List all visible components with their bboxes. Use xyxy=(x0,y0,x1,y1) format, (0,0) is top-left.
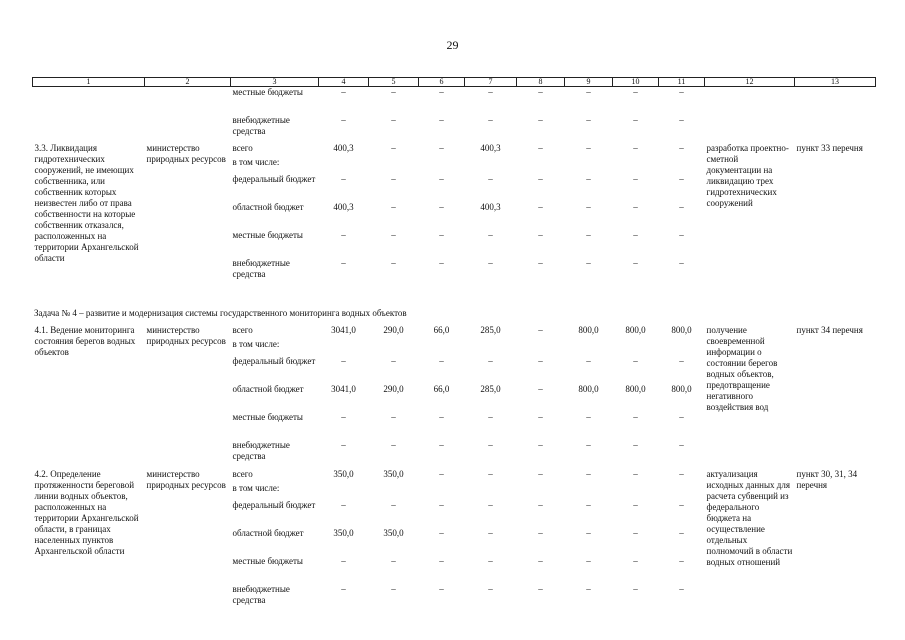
value-cell: – xyxy=(633,468,638,479)
header-cell: 7 xyxy=(465,78,517,87)
value-cell: – xyxy=(391,229,396,240)
value-cell: 290,0 xyxy=(383,324,404,335)
header-cell: 4 xyxy=(319,78,369,87)
value-cell: – xyxy=(679,114,684,125)
value-cell: – xyxy=(586,114,591,125)
value-cell: – xyxy=(633,411,638,422)
value-cell: – xyxy=(391,142,396,153)
value-cell: – xyxy=(439,411,444,422)
value-cell: – xyxy=(341,555,346,566)
row-label: местные бюджеты xyxy=(232,87,303,97)
value-cell: – xyxy=(341,87,346,97)
empty-cell xyxy=(705,115,795,143)
budget-table xyxy=(32,77,876,613)
value-cell: – xyxy=(679,173,684,184)
value-cell: 400,3 xyxy=(333,142,354,153)
value-cell: – xyxy=(538,257,543,268)
value-cell: – xyxy=(633,201,638,212)
row-label: федеральный бюджет xyxy=(232,173,316,184)
value-cell: – xyxy=(679,257,684,268)
value-cell: – xyxy=(341,439,346,450)
value-cell: – xyxy=(538,229,543,240)
value-cell: – xyxy=(439,257,444,268)
value-cell: – xyxy=(341,355,346,366)
value-cell: – xyxy=(341,499,346,510)
header-row xyxy=(33,78,876,87)
value-cell: – xyxy=(439,355,444,366)
header-cell: 8 xyxy=(517,78,565,87)
value-cell: – xyxy=(679,555,684,566)
value-cell: – xyxy=(633,229,638,240)
value-cell: – xyxy=(679,468,684,479)
value-cell: – xyxy=(391,499,396,510)
value-cell: 285,0 xyxy=(480,324,501,335)
value-cell: – xyxy=(538,411,543,422)
spacer-cell xyxy=(33,287,876,325)
value-cell xyxy=(319,339,369,356)
header-cell: 13 xyxy=(795,78,876,87)
value-cell: 800,0 xyxy=(578,383,599,394)
row-label: областной бюджет xyxy=(232,383,304,394)
value-cell: 290,0 xyxy=(383,383,404,394)
value-cell: – xyxy=(586,468,591,479)
reference: пункт 33 перечня xyxy=(796,142,863,153)
header-cell: 2 xyxy=(145,78,231,87)
value-cell: – xyxy=(633,257,638,268)
value-cell: 350,0 xyxy=(333,527,354,538)
value-cell: – xyxy=(538,142,543,153)
value-cell: – xyxy=(586,527,591,538)
expected-result: актуализация исходных данных для расчета субвенций из федерального бюджета на осуществление отдельных полномочий в области водных отношений xyxy=(706,468,793,567)
value-cell xyxy=(613,483,659,500)
value-cell xyxy=(465,157,517,174)
value-cell: 350,0 xyxy=(383,527,404,538)
row-label: областной бюджет xyxy=(232,527,304,538)
row-label: внебюджетные средства xyxy=(232,257,290,279)
value-cell: 350,0 xyxy=(333,468,354,479)
value-cell: – xyxy=(391,555,396,566)
value-cell: – xyxy=(488,411,493,422)
value-cell xyxy=(565,483,613,500)
value-cell: – xyxy=(679,229,684,240)
value-cell: – xyxy=(633,355,638,366)
value-cell xyxy=(659,483,705,500)
value-cell: – xyxy=(538,114,543,125)
value-cell: – xyxy=(679,527,684,538)
value-cell xyxy=(517,339,565,356)
value-cell: 285,0 xyxy=(480,383,501,394)
executor: министерство природных ресурсов xyxy=(146,324,226,346)
value-cell: – xyxy=(538,173,543,184)
value-cell xyxy=(319,157,369,174)
value-cell xyxy=(369,157,419,174)
value-cell xyxy=(465,339,517,356)
value-cell: – xyxy=(439,201,444,212)
value-cell: – xyxy=(538,468,543,479)
value-cell xyxy=(419,339,465,356)
table-row xyxy=(33,325,876,339)
value-cell: 350,0 xyxy=(383,468,404,479)
value-cell: – xyxy=(341,411,346,422)
value-cell: – xyxy=(633,142,638,153)
value-cell xyxy=(369,483,419,500)
value-cell: – xyxy=(488,229,493,240)
value-cell: – xyxy=(679,439,684,450)
reference: пункт 30, 31, 34 перечня xyxy=(796,468,858,490)
value-cell: – xyxy=(538,439,543,450)
value-cell: – xyxy=(488,555,493,566)
value-cell: – xyxy=(391,201,396,212)
row-label: федеральный бюджет xyxy=(232,355,316,366)
value-cell: 800,0 xyxy=(578,324,599,335)
value-cell: – xyxy=(439,499,444,510)
header-cell: 5 xyxy=(369,78,419,87)
value-cell: – xyxy=(391,87,396,97)
value-cell: – xyxy=(679,87,684,97)
value-cell: – xyxy=(488,583,493,594)
spacer-row xyxy=(33,287,876,325)
value-cell: 800,0 xyxy=(625,324,646,335)
value-cell: – xyxy=(488,114,493,125)
empty-cell xyxy=(33,115,145,143)
value-cell: – xyxy=(391,114,396,125)
value-cell xyxy=(465,483,517,500)
value-cell: – xyxy=(538,383,543,394)
value-cell: – xyxy=(439,555,444,566)
table-row xyxy=(33,115,876,143)
value-cell: – xyxy=(679,201,684,212)
value-cell xyxy=(319,483,369,500)
value-cell: – xyxy=(391,173,396,184)
value-cell: – xyxy=(633,527,638,538)
value-cell: – xyxy=(633,583,638,594)
value-cell: – xyxy=(538,555,543,566)
value-cell xyxy=(419,483,465,500)
value-cell: – xyxy=(633,439,638,450)
expected-result: получение своевременной информации о состоянии берегов водных объектов, предотвращение негативного воздействия вод xyxy=(706,324,778,412)
value-cell: – xyxy=(586,173,591,184)
reference: пункт 34 перечня xyxy=(796,324,863,335)
executor: министерство природных ресурсов xyxy=(146,468,226,490)
empty-cell xyxy=(33,87,145,115)
row-label: федеральный бюджет xyxy=(232,499,316,510)
row-label: всего xyxy=(232,142,253,153)
table-row xyxy=(33,87,876,115)
value-cell: – xyxy=(488,468,493,479)
expected-result: разработка проектно-сметной документации на ликвидацию трех гидротехнических сооружений xyxy=(706,142,789,208)
row-label: в том числе: xyxy=(232,482,280,493)
page-number: 29 xyxy=(446,38,459,52)
value-cell xyxy=(613,339,659,356)
value-cell: – xyxy=(679,411,684,422)
value-cell: – xyxy=(538,355,543,366)
value-cell: – xyxy=(586,257,591,268)
value-cell: – xyxy=(538,87,543,97)
value-cell: – xyxy=(679,142,684,153)
empty-cell xyxy=(795,115,876,143)
value-cell: – xyxy=(586,229,591,240)
value-cell: – xyxy=(439,583,444,594)
value-cell: – xyxy=(391,411,396,422)
value-cell: – xyxy=(679,499,684,510)
row-label: местные бюджеты xyxy=(232,411,303,422)
row-label: внебюджетные средства xyxy=(232,583,290,605)
value-cell: – xyxy=(538,583,543,594)
value-cell: – xyxy=(586,201,591,212)
value-cell: – xyxy=(586,355,591,366)
task-4-heading: Задача № 4 – развитие и модернизация системы государственного мониторинга водных объектов xyxy=(34,308,407,318)
empty-cell xyxy=(145,87,231,115)
value-cell: 400,3 xyxy=(480,201,501,212)
value-cell: – xyxy=(391,439,396,450)
value-cell: – xyxy=(586,439,591,450)
measure-name: 3.3. Ликвидация гидротехнических сооружений, не имеющих собственника, или собственник которых неизвестен либо от права собственности на которые собственник отказался, расположенных на территории Архангельской области xyxy=(34,142,139,263)
value-cell: – xyxy=(439,114,444,125)
value-cell xyxy=(419,157,465,174)
value-cell: – xyxy=(679,583,684,594)
value-cell: – xyxy=(586,87,591,97)
value-cell: – xyxy=(439,142,444,153)
value-cell: 3041,0 xyxy=(331,324,356,335)
table-row xyxy=(33,469,876,483)
value-cell: – xyxy=(488,527,493,538)
value-cell: – xyxy=(341,229,346,240)
header-cell: 10 xyxy=(613,78,659,87)
value-cell: – xyxy=(341,583,346,594)
empty-cell xyxy=(145,115,231,143)
value-cell: – xyxy=(391,257,396,268)
value-cell: – xyxy=(633,555,638,566)
value-cell: 66,0 xyxy=(433,383,450,394)
value-cell: – xyxy=(633,173,638,184)
value-cell: – xyxy=(341,114,346,125)
empty-cell xyxy=(795,87,876,115)
value-cell: – xyxy=(488,257,493,268)
value-cell: – xyxy=(341,173,346,184)
row-label: в том числе: xyxy=(232,156,280,167)
value-cell: 3041,0 xyxy=(331,383,356,394)
value-cell: – xyxy=(488,499,493,510)
header-cell: 12 xyxy=(705,78,795,87)
value-cell xyxy=(659,339,705,356)
table-row xyxy=(33,143,876,157)
header-cell: 6 xyxy=(419,78,465,87)
row-label: местные бюджеты xyxy=(232,229,303,240)
value-cell: – xyxy=(391,583,396,594)
value-cell: – xyxy=(439,468,444,479)
value-cell: – xyxy=(439,229,444,240)
measure-name: 4.1. Ведение мониторинга состояния берегов водных объектов xyxy=(34,324,136,357)
value-cell: – xyxy=(538,527,543,538)
value-cell: 800,0 xyxy=(671,383,692,394)
header-cell: 9 xyxy=(565,78,613,87)
value-cell xyxy=(659,157,705,174)
value-cell: – xyxy=(488,87,493,97)
value-cell: 400,3 xyxy=(480,142,501,153)
value-cell: – xyxy=(488,173,493,184)
value-cell: 800,0 xyxy=(671,324,692,335)
header-cell: 11 xyxy=(659,78,705,87)
measure-name: 4.2. Определение протяженности береговой линии водных объектов, расположенных на территории Архангельской области, в границах населенных пунктов Архангельской области xyxy=(34,468,139,556)
value-cell: 800,0 xyxy=(625,383,646,394)
value-cell: – xyxy=(679,355,684,366)
value-cell: – xyxy=(633,87,638,97)
value-cell xyxy=(613,157,659,174)
value-cell: – xyxy=(488,355,493,366)
value-cell: – xyxy=(633,499,638,510)
value-cell: 66,0 xyxy=(433,324,450,335)
row-label: внебюджетные средства xyxy=(232,439,290,461)
value-cell: – xyxy=(488,439,493,450)
value-cell: – xyxy=(538,201,543,212)
value-cell: – xyxy=(439,439,444,450)
executor: министерство природных ресурсов xyxy=(146,142,226,164)
value-cell: – xyxy=(538,324,543,335)
value-cell: – xyxy=(586,555,591,566)
value-cell: – xyxy=(439,527,444,538)
value-cell xyxy=(517,483,565,500)
row-label: местные бюджеты xyxy=(232,555,303,566)
value-cell: – xyxy=(538,499,543,510)
header-cell: 1 xyxy=(33,78,145,87)
value-cell: – xyxy=(586,499,591,510)
value-cell: 400,3 xyxy=(333,201,354,212)
value-cell: – xyxy=(586,583,591,594)
value-cell xyxy=(565,339,613,356)
row-label: всего xyxy=(232,468,253,479)
empty-cell xyxy=(705,87,795,115)
row-label: в том числе: xyxy=(232,338,280,349)
value-cell: – xyxy=(391,355,396,366)
row-label: областной бюджет xyxy=(232,201,304,212)
row-label: всего xyxy=(232,324,253,335)
value-cell: – xyxy=(633,114,638,125)
value-cell xyxy=(517,157,565,174)
value-cell: – xyxy=(586,411,591,422)
row-label: внебюджетные средства xyxy=(232,114,290,136)
value-cell: – xyxy=(341,257,346,268)
value-cell xyxy=(565,157,613,174)
value-cell: – xyxy=(439,173,444,184)
value-cell: – xyxy=(586,142,591,153)
value-cell xyxy=(369,339,419,356)
value-cell: – xyxy=(439,87,444,97)
header-cell: 3 xyxy=(231,78,319,87)
